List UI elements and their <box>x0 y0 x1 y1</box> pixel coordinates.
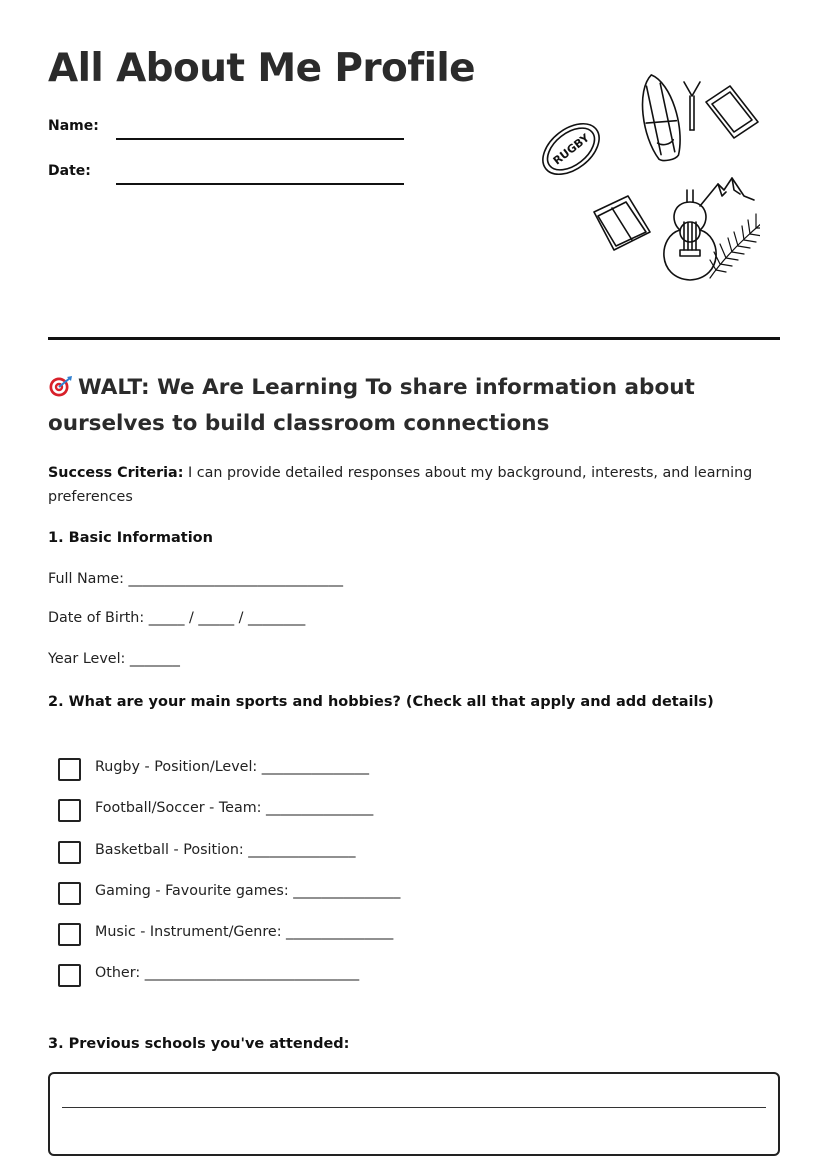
date-field <box>48 163 408 193</box>
success-criteria-text: I can provide detailed responses about my background, interests, and learning preferences <box>48 465 753 505</box>
acoustic-guitar-icon <box>664 190 716 280</box>
date-label: Date: <box>48 163 91 179</box>
success-criteria <box>48 461 768 509</box>
year-level-field[interactable]: Year Level: _______ <box>48 651 180 667</box>
walt-text: WALT: We Are Learning To share information about ourselves to build classroom connections <box>48 375 695 436</box>
section-1-heading: 1. Basic Information <box>48 530 213 546</box>
hobby-option-gaming[interactable] <box>58 882 558 906</box>
open-book-icon <box>594 196 650 250</box>
name-field <box>48 118 408 148</box>
section-2-heading: 2. What are your main sports and hobbies? (Check all that apply and add details) <box>48 694 714 710</box>
checkbox[interactable] <box>58 758 81 781</box>
hobby-option-label: Rugby - Position/Level: _______________ <box>95 759 370 775</box>
hobby-option-football[interactable] <box>58 799 558 823</box>
hobby-option-label: Other: ______________________________ <box>95 965 360 981</box>
hobby-option-basketball[interactable] <box>58 841 558 865</box>
hobby-option-label: Music - Instrument/Genre: _______________ <box>95 924 394 940</box>
checkbox[interactable] <box>58 841 81 864</box>
checkbox[interactable] <box>58 964 81 987</box>
checkbox[interactable] <box>58 799 81 822</box>
surfboard-icon <box>635 72 686 164</box>
hobbies-illustration <box>540 72 760 294</box>
mountain-icon <box>700 178 754 206</box>
success-criteria-label: Success Criteria: <box>48 465 184 481</box>
answer-line <box>62 1107 766 1108</box>
hobby-option-other[interactable] <box>58 964 558 988</box>
checkbox[interactable] <box>58 923 81 946</box>
hobby-option-label: Gaming - Favourite games: _______________ <box>95 883 401 899</box>
hobby-option-label: Football/Soccer - Team: _______________ <box>95 800 374 816</box>
section-3-heading: 3. Previous schools you've attended: <box>48 1036 350 1052</box>
hobby-option-label: Basketball - Position: _______________ <box>95 842 356 858</box>
name-line[interactable] <box>116 138 404 140</box>
rugby-ball-icon <box>540 114 609 185</box>
checkbox[interactable] <box>58 882 81 905</box>
worksheet-page <box>48 0 780 1118</box>
book-icon <box>706 86 758 138</box>
full-name-field[interactable]: Full Name: ______________________________ <box>48 571 343 587</box>
rugby-ball-text: RUGBY <box>550 131 592 168</box>
page-title: All About Me Profile <box>48 46 475 91</box>
hobby-option-rugby[interactable] <box>58 758 558 782</box>
fern-icon <box>710 202 760 278</box>
hobby-option-music[interactable] <box>58 923 558 947</box>
walt-heading <box>48 370 788 442</box>
section-divider <box>48 337 780 340</box>
target-dart-icon <box>48 375 74 397</box>
slingshot-icon <box>684 82 700 130</box>
name-label: Name: <box>48 118 99 134</box>
previous-schools-answer-box[interactable] <box>48 1072 780 1156</box>
date-of-birth-field[interactable]: Date of Birth: _____ / _____ / ________ <box>48 610 306 626</box>
date-line[interactable] <box>116 183 404 185</box>
